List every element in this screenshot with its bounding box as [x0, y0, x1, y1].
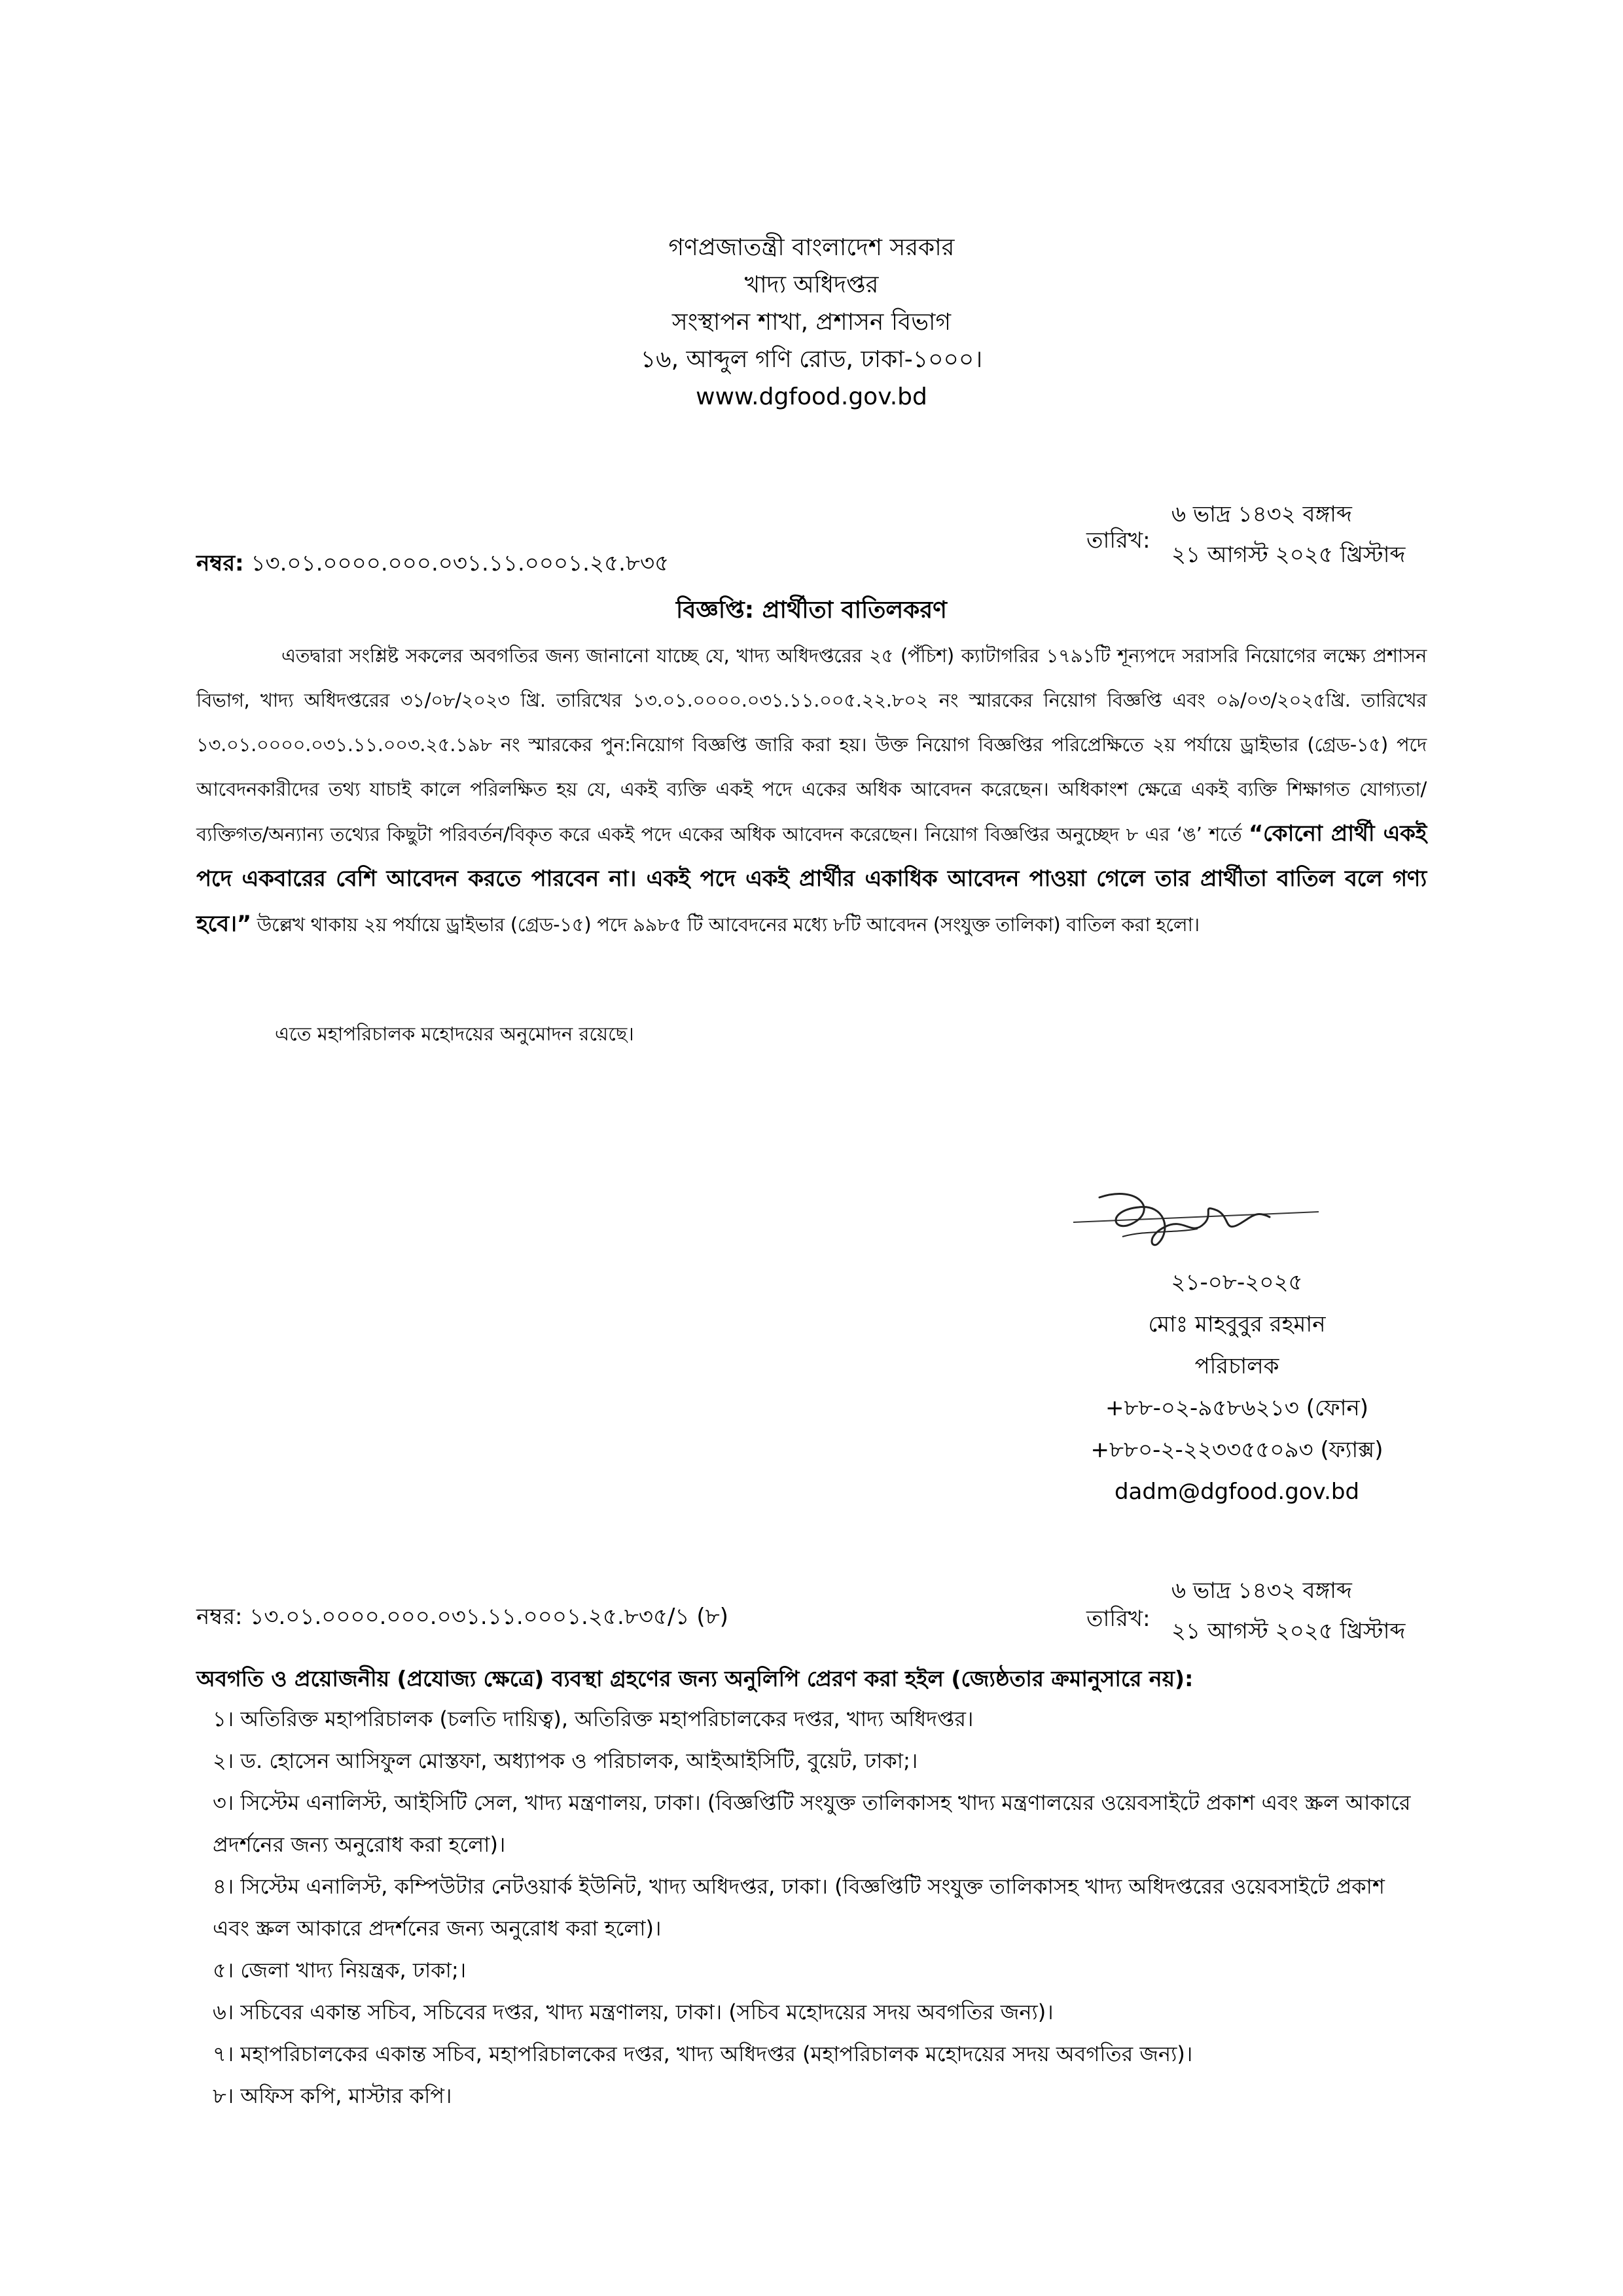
date-block-2	[1171, 1570, 1405, 1651]
section-name: সংস্থাপন শাখা, প্রশাসন বিভাগ	[671, 309, 952, 336]
signature-image	[1060, 1171, 1335, 1263]
subject-title: বিজ্ঞপ্তি: প্রার্থীতা বাতিলকরণ	[676, 597, 947, 624]
memo-number-line-2	[196, 1600, 728, 1637]
memo-number-2: ১৩.০১.০০০০.০০০.০৩১.১১.০০০১.২৫.৮৩৫/১ (৮)	[249, 1604, 728, 1630]
government-name: গণপ্রজাতন্ত্রী বাংলাদেশ সরকার	[668, 234, 955, 261]
list-item: ৫। জেলা খাদ্য নিয়ন্ত্রক, ঢাকা;।	[213, 1958, 467, 1983]
signer-email[interactable]: dadm@dgfood.gov.bd	[1114, 1479, 1360, 1505]
letterhead	[484, 229, 1139, 415]
date-bangla: ৬ ভাদ্র ১৪৩২ বঙ্গাব্দ	[1171, 501, 1352, 527]
signer-designation: পরিচালক	[1194, 1353, 1279, 1379]
body-part-1: এতদ্বারা সংশ্লিষ্ট সকলের অবগতির জন্য জানানো যাচ্ছে যে, খাদ্য অধিদপ্তরের ২৫ (পঁচিশ) ক্যাটাগরির ১৭৯১টি শূন্যপদে সরাসরি নিয়োগের লক্ষ্যে প্রশাসন বিভাগ, খাদ্য অধিদপ্তরের ৩১/০৮/২০২৩ খ্রি. তারিখের ১৩.০১.০০০০.০৩১.১১.০০৫.২২.৮০২ নং স্মারকের নিয়োগ বিজ্ঞপ্তি এবং ০৯/০৩/২০২৫খ্রি. তারিখের ১৩.০১.০০০০.০৩১.১১.০০৩.২৫.১৯৮ নং স্মারকের পুন:নিয়োগ বিজ্ঞপ্তি জারি করা হয়। উক্ত নিয়োগ বিজ্ঞপ্তির পরিপ্রেক্ষিতে ২য় পর্যায়ে ড্রাইভার (গ্রেড-১৫) পদে আবেদনকারীদের তথ্য যাচাই কালে পরিলক্ষিত হয় যে, একই ব্যক্তি একই পদে একের অধিক আবেদন করেছেন। অধিকাংশ ক্ষেত্রে একই ব্যক্তি শিক্ষাগত যোগ্যতা/ব্যক্তিগত/অন্যান্য তথ্যের কিছুটা পরিবর্তন/বিকৃত করে একই পদে একের অধিক আবেদন করেছেন। নিয়োগ বিজ্ঞপ্তির অনুচ্ছেদ ৮ এর ‘ঙ’ শর্তে	[196, 645, 1427, 845]
list-item: ৭। মহাপরিচালকের একান্ত সচিব, মহাপরিচালকের দপ্তর, খাদ্য অধিদপ্তর (মহাপরিচালক মহোদয়ের সদয় অবগতির জন্য)।	[213, 2041, 1193, 2066]
date-label: তারিখ:	[1086, 527, 1150, 554]
memo-number-line	[196, 546, 669, 584]
list-item: ১। অতিরিক্ত মহাপরিচালক (চলতি দায়িত্ব), অতিরিক্ত মহাপরিচালকের দপ্তর, খাদ্য অধিদপ্তর।	[213, 1706, 974, 1731]
approval-note: এতে মহাপরিচালক মহোদয়ের অনুমোদন রয়েছে।	[275, 1023, 634, 1045]
condition-quote: “কোনো প্রার্থী একই পদে একবারের বেশি আবেদন করতে পারবেন না। একই পদে একই প্রার্থীর একাধিক আবেদন পাওয়া গেলে তার প্রার্থীতা বাতিল বলে গণ্য হবে।”	[196, 821, 1427, 937]
signature-date: ২১-০৮-২০২৫	[1171, 1269, 1303, 1296]
signer-block	[1008, 1262, 1466, 1513]
memo-number: ১৩.০১.০০০০.০০০.০৩১.১১.০০০১.২৫.৮৩৫	[251, 550, 669, 576]
signer-name: মোঃ মাহবুবুর রহমান	[1148, 1311, 1326, 1337]
department-name: খাদ্য অধিদপ্তর	[744, 272, 879, 298]
date-block	[1171, 494, 1405, 575]
memo-label-2: নম্বর:	[196, 1604, 243, 1630]
list-item: ৪। সিস্টেম এনালিস্ট, কম্পিউটার নেটওয়ার্ক ইউনিট, খাদ্য অধিদপ্তর, ঢাকা। (বিজ্ঞপ্তিটি সংযুক্ত তালিকাসহ খাদ্য অধিদপ্তরের ওয়েবসাইটে প্রকাশ এবং স্ক্রল আকারে প্রদর্শনের জন্য অনুরোধ করা হলো)।	[213, 1874, 1385, 1941]
date-label-2: তারিখ:	[1086, 1606, 1150, 1632]
office-address: ১৬, আব্দুল গণি রোড, ঢাকা-১০০০।	[640, 346, 983, 373]
notice-body	[196, 633, 1427, 947]
list-item: ৩। সিস্টেম এনালিস্ট, আইসিটি সেল, খাদ্য মন্ত্রণালয়, ঢাকা। (বিজ্ঞপ্তিটি সংযুক্ত তালিকাসহ খাদ্য মন্ত্রণালয়ের ওয়েবসাইটে প্রকাশ এবং স্ক্রল আকারে প্রদর্শনের জন্য অনুরোধ করা হলো)।	[213, 1790, 1411, 1857]
date-gregorian-2: ২১ আগস্ট ২০২৫ খ্রিস্টাব্দ	[1171, 1618, 1406, 1644]
list-item: ২। ড. হোসেন আসিফুল মোস্তফা, অধ্যাপক ও পরিচালক, আইআইসিটি, বুয়েট, ঢাকা;।	[213, 1748, 918, 1773]
website-link[interactable]: www.dgfood.gov.bd	[696, 383, 927, 410]
signer-fax: +৮৮০-২-২২৩৩৫৫০৯৩ (ফ্যাক্স)	[1090, 1437, 1383, 1463]
list-item: ৬। সচিবের একান্ত সচিব, সচিবের দপ্তর, খাদ্য মন্ত্রণালয়, ঢাকা। (সচিব মহোদয়ের সদয় অবগতির জন্য)।	[213, 2000, 1054, 2024]
body-part-2: উল্লেখ থাকায় ২য় পর্যায়ে ড্রাইভার (গ্রেড-১৫) পদে ৯৯৮৫ টি আবেদনের মধ্যে ৮টি আবেদন (সংযুক্ত তালিকা) বাতিল করা হলো।	[257, 913, 1200, 936]
memo-label: নম্বর:	[196, 550, 244, 576]
date-bangla-2: ৬ ভাদ্র ১৪৩২ বঙ্গাব্দ	[1171, 1578, 1352, 1604]
date-gregorian: ২১ আগস্ট ২০২৫ খ্রিস্টাব্দ	[1171, 542, 1406, 568]
list-item: ৮। অফিস কপি, মাস্টার কপি।	[213, 2083, 452, 2108]
distribution-heading: অবগতি ও প্রয়োজনীয় (প্রযোজ্য ক্ষেত্রে) ব্যবস্থা গ্রহণের জন্য অনুলিপি প্রেরণ করা হইল (জ্যেষ্ঠতার ক্রমানুসারে নয়):	[196, 1666, 1194, 1691]
signer-phone: +৮৮-০২-৯৫৮৬২১৩ (ফোন)	[1105, 1395, 1369, 1421]
distribution-list	[196, 1698, 1427, 2117]
